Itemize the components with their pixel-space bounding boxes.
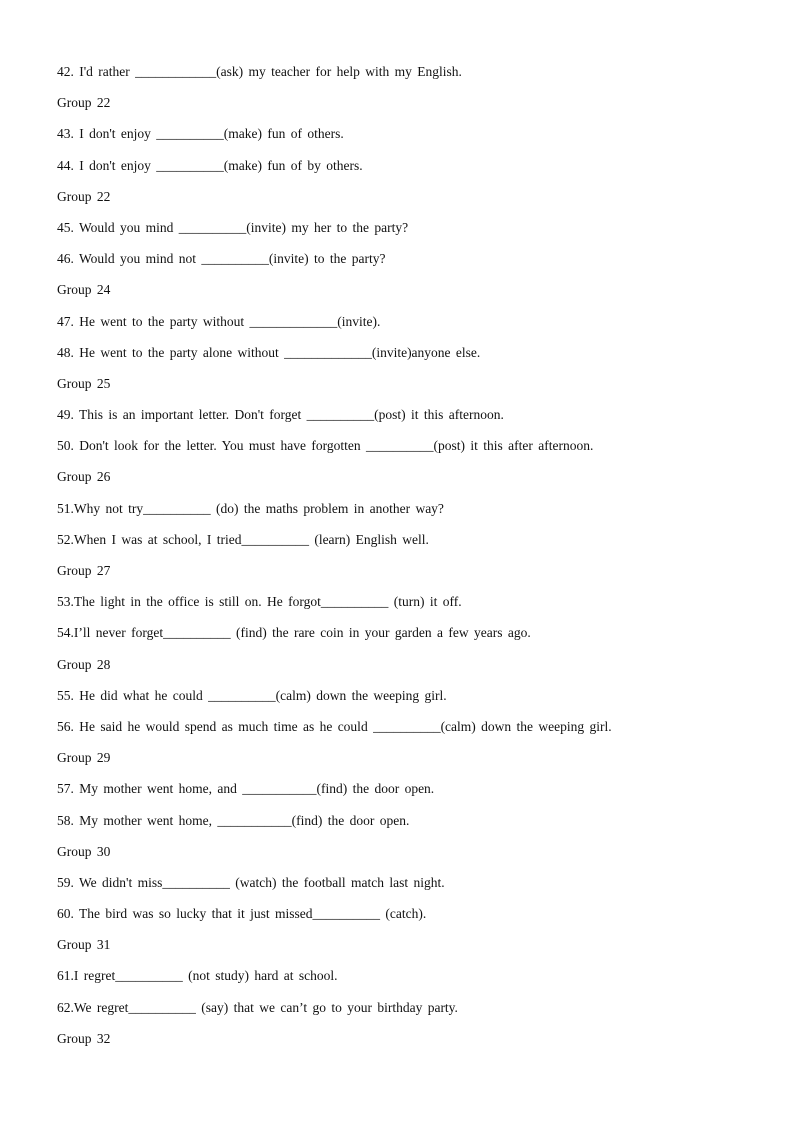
exercise-line-57: 57. My mother went home, and ___________(find) the door open. — [57, 781, 435, 797]
exercise-line-61: 61.I regret__________ (not study) hard at school. — [57, 968, 338, 984]
exercise-line-56: 56. He said he would spend as much time as he could __________(calm) down the weeping girl. — [57, 718, 612, 734]
exercise-line-59: 59. We didn't miss__________ (watch) the football match last night. — [57, 874, 445, 890]
exercise-line-52: 52.When I was at school, I tried__________ (learn) English well. — [57, 531, 429, 547]
exercise-line-53: 53.The light in the office is still on. He forgot__________ (turn) it off. — [57, 594, 462, 610]
group-heading: Group 22 — [57, 188, 111, 204]
exercise-line-48: 48. He went to the party alone without _____________(invite)anyone else. — [57, 344, 481, 360]
exercise-line-54: 54.I’ll never forget__________ (find) the rare coin in your garden a few years ago. — [57, 625, 531, 641]
exercise-line-51: 51.Why not try__________ (do) the maths problem in another way? — [57, 500, 444, 516]
group-heading: Group 26 — [57, 469, 111, 485]
exercise-line-58: 58. My mother went home, ___________(find) the door open. — [57, 812, 410, 828]
exercise-line-55: 55. He did what he could __________(calm) down the weeping girl. — [57, 687, 447, 703]
group-heading: Group 22 — [57, 95, 111, 111]
exercise-line-47: 47. He went to the party without _____________(invite). — [57, 313, 381, 329]
group-heading: Group 29 — [57, 750, 111, 766]
exercise-line-43: 43. I don't enjoy __________(make) fun of others. — [57, 126, 344, 142]
group-heading: Group 28 — [57, 656, 111, 672]
group-heading: Group 30 — [57, 843, 111, 859]
exercise-line-60: 60. The bird was so lucky that it just missed__________ (catch). — [57, 906, 427, 922]
exercise-line-44: 44. I don't enjoy __________(make) fun of by others. — [57, 157, 363, 173]
group-heading: Group 31 — [57, 937, 111, 953]
group-heading: Group 25 — [57, 375, 111, 391]
group-heading: Group 27 — [57, 563, 111, 578]
worksheet-page — [57, 61, 757, 1059]
exercise-line-50: 50. Don't look for the letter. You must have forgotten __________(post) it this after afternoon. — [57, 438, 594, 454]
exercise-line-49: 49. This is an important letter. Don't forget __________(post) it this afternoon. — [57, 407, 504, 423]
exercise-line-46: 46. Would you mind not __________(invite) to the party? — [57, 251, 386, 267]
group-heading: Group 32 — [57, 1030, 111, 1046]
exercise-line-45: 45. Would you mind __________(invite) my her to the party? — [57, 219, 409, 235]
group-heading: Group 24 — [57, 282, 111, 298]
exercise-line-42: 42. I'd rather ____________(ask) my teacher for help with my English. — [57, 64, 462, 79]
exercise-line-62: 62.We regret__________ (say) that we can’t go to your birthday party. — [57, 999, 458, 1015]
